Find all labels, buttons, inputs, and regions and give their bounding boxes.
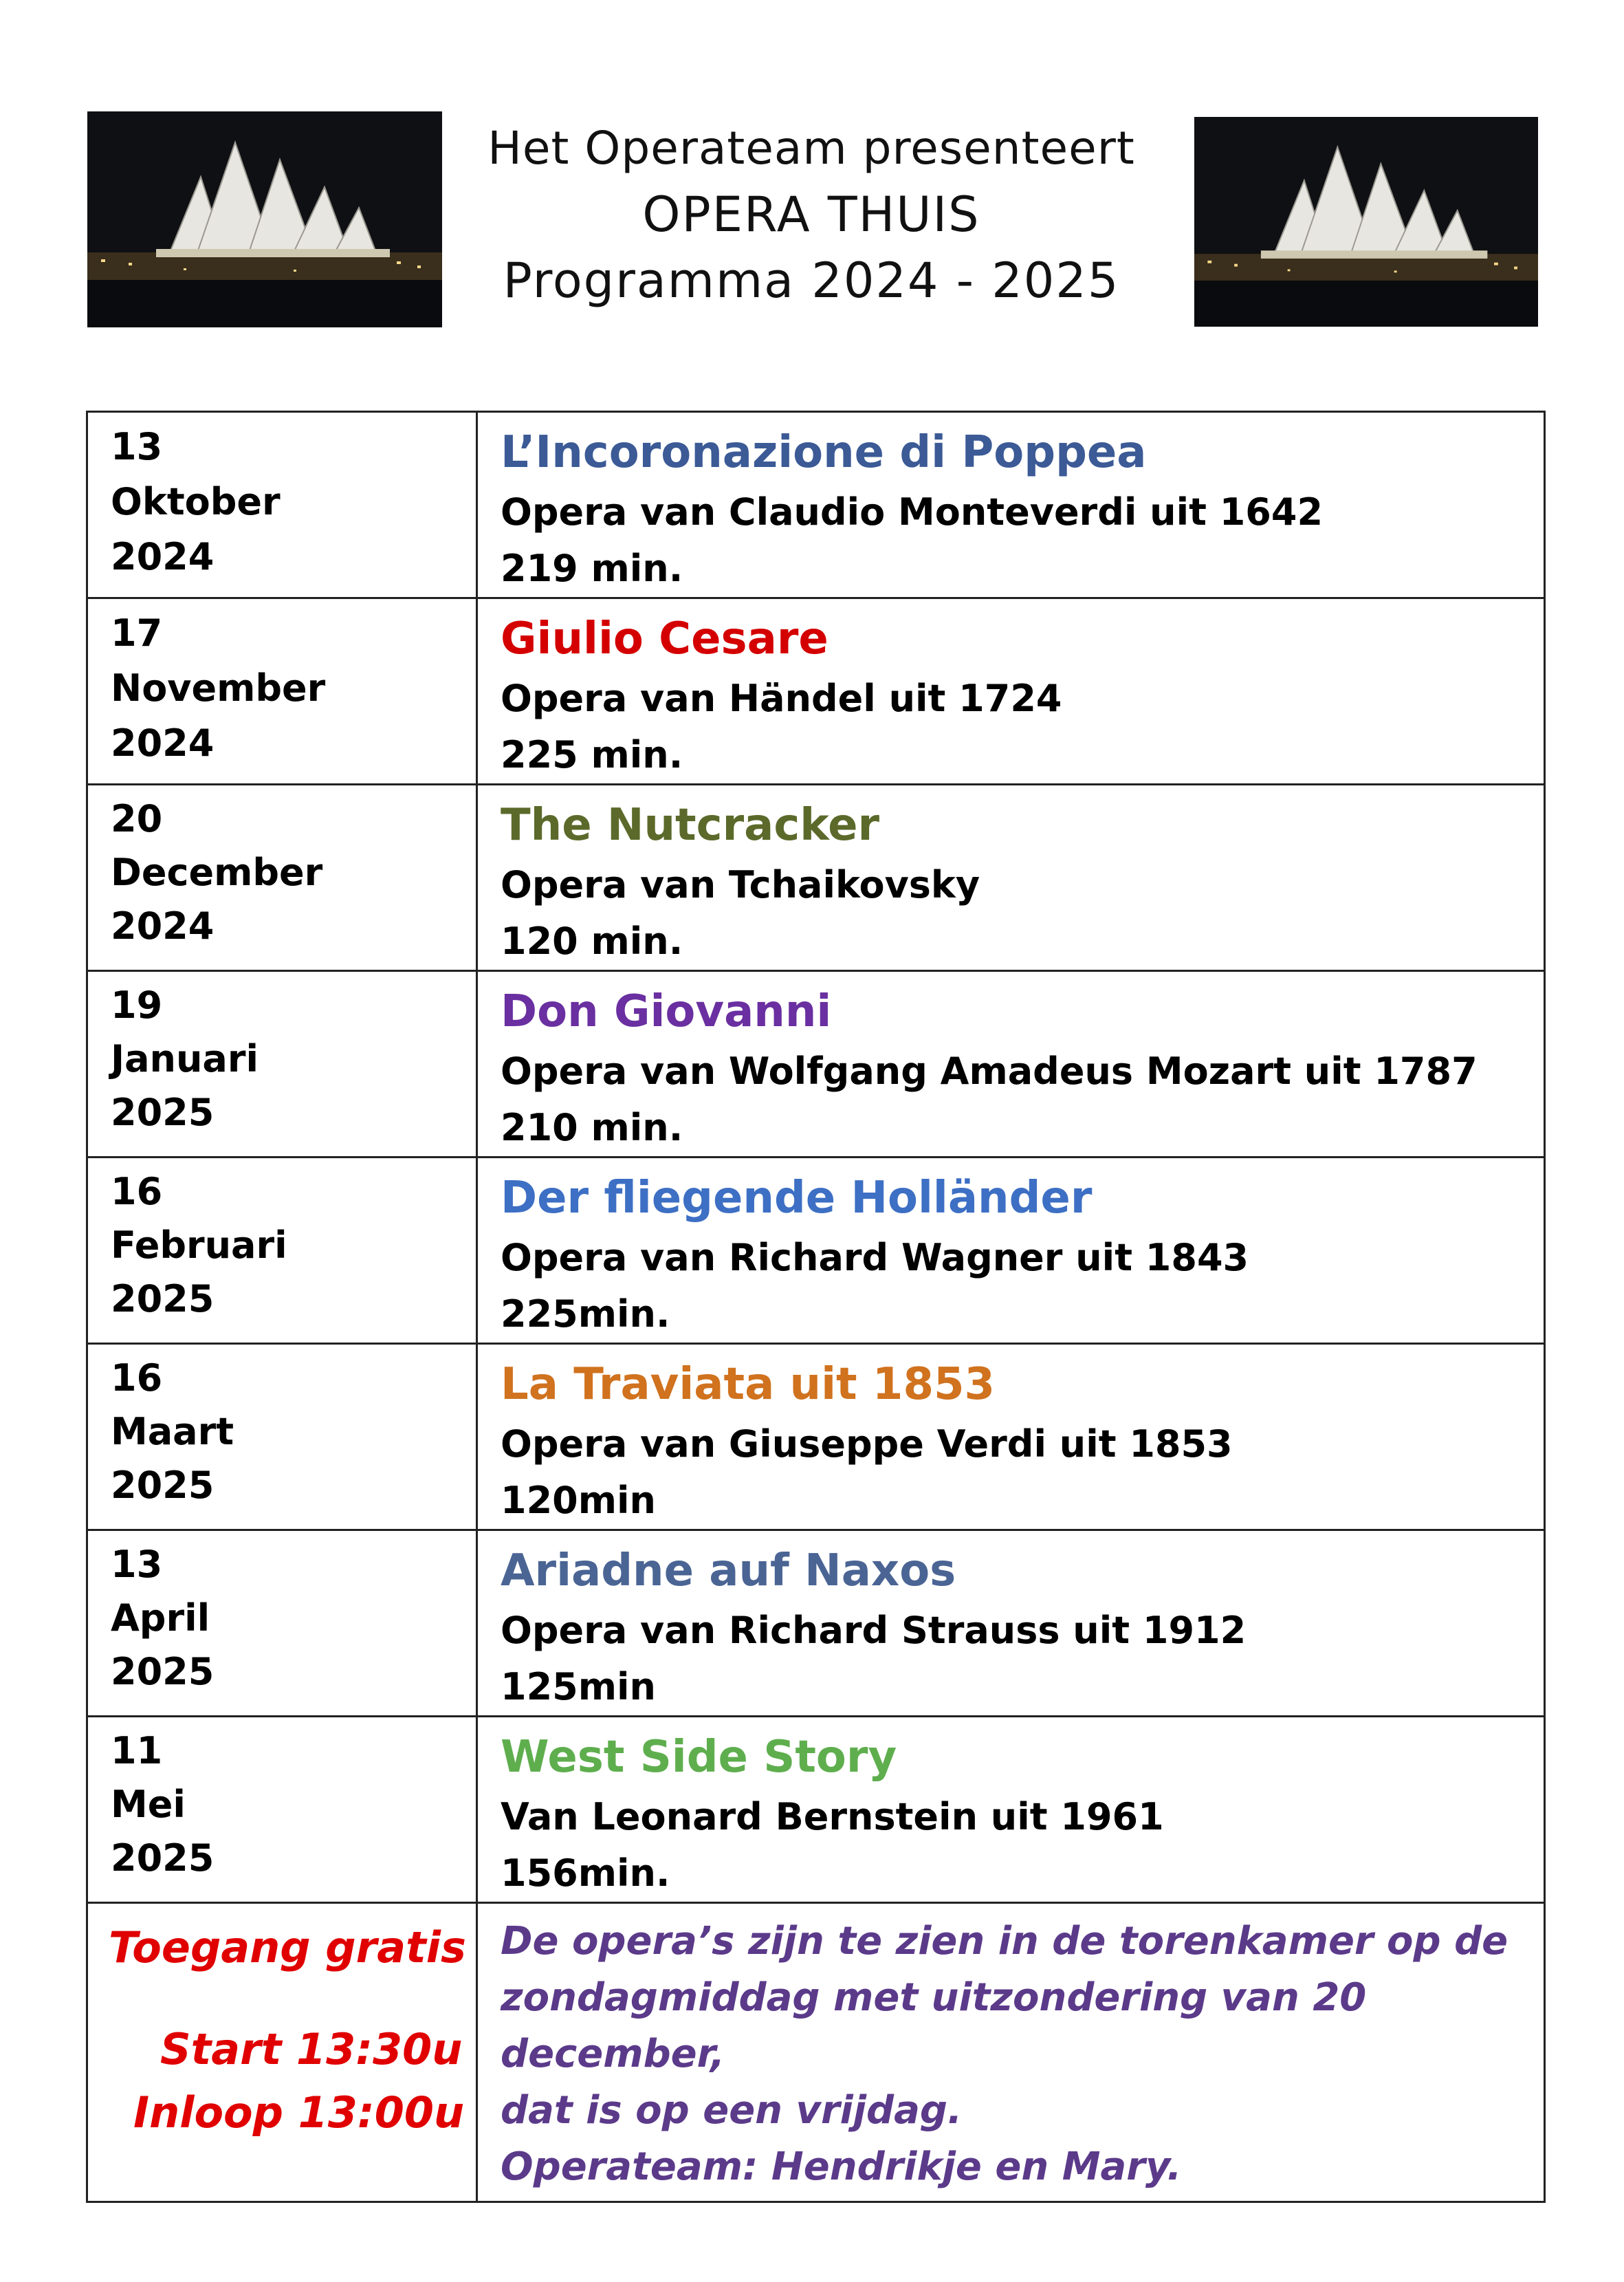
event-title: West Side Story xyxy=(501,1732,897,1783)
event-year: 2025 xyxy=(111,1464,215,1507)
event-row xyxy=(87,1717,1545,1903)
event-day: 19 xyxy=(111,984,163,1027)
event-title: The Nutcracker xyxy=(501,800,880,851)
event-title: Don Giovanni xyxy=(501,986,832,1037)
event-month: Mei xyxy=(111,1783,186,1826)
event-info-cell xyxy=(477,1344,1545,1530)
footer-row xyxy=(87,1903,1545,2202)
opera-house-image xyxy=(87,111,442,327)
event-info-cell xyxy=(477,1717,1545,1903)
opera-house-photo-left xyxy=(87,111,442,327)
free-entry-text: Toegang gratis xyxy=(109,1922,466,1973)
header-line-1: Het Operateam presenteert xyxy=(487,122,1135,175)
footer-note-line: De opera’s zijn te zien in de torenkamer op de xyxy=(501,1919,1508,1964)
event-title: Giulio Cesare xyxy=(501,613,829,664)
start-time-text: Start 13:30u xyxy=(160,2024,463,2074)
event-date-cell xyxy=(87,1158,477,1344)
event-year: 2024 xyxy=(111,721,215,765)
event-row xyxy=(87,1344,1545,1530)
event-day: 13 xyxy=(111,425,163,468)
event-title: L’Incoronazione di Poppea xyxy=(501,427,1147,478)
event-month: Januari xyxy=(111,1037,259,1080)
event-description: Van Leonard Bernstein uit 1961 xyxy=(501,1795,1164,1838)
opera-house-photo-right xyxy=(1194,117,1538,327)
event-row xyxy=(87,412,1545,598)
header-line-3: Programma 2024 - 2025 xyxy=(503,252,1120,309)
event-description: Opera van Claudio Monteverdi uit 1642 xyxy=(501,490,1324,534)
event-info-cell xyxy=(477,971,1545,1158)
event-day: 11 xyxy=(111,1729,163,1772)
event-month: Februari xyxy=(111,1224,287,1267)
event-day: 20 xyxy=(111,797,163,840)
event-date-cell xyxy=(87,971,477,1158)
event-month: Maart xyxy=(111,1410,234,1453)
event-row xyxy=(87,1158,1545,1344)
event-duration: 156min. xyxy=(501,1851,670,1895)
event-info-cell xyxy=(477,412,1545,598)
event-date-cell xyxy=(87,1344,477,1530)
event-day: 17 xyxy=(111,611,163,655)
event-month: Oktober xyxy=(111,480,281,523)
footer-team-line: Operateam: Hendrikje en Mary. xyxy=(501,2144,1182,2189)
event-info-cell xyxy=(477,1530,1545,1717)
program-table xyxy=(86,411,1546,2203)
footer-right-cell xyxy=(477,1903,1545,2202)
header-title xyxy=(454,116,1169,314)
footer-left-cell xyxy=(87,1903,477,2202)
event-year: 2025 xyxy=(111,1091,215,1134)
footer-note-line: dat is op een vrijdag. xyxy=(501,2088,963,2133)
event-description: Opera van Richard Strauss uit 1912 xyxy=(501,1609,1247,1652)
event-date-cell xyxy=(87,598,477,785)
event-year: 2025 xyxy=(111,1650,215,1693)
event-row xyxy=(87,785,1545,971)
event-month: December xyxy=(111,851,323,894)
event-title: Ariadne auf Naxos xyxy=(501,1545,956,1596)
event-description: Opera van Wolfgang Amadeus Mozart uit 1787 xyxy=(501,1050,1478,1093)
event-month: November xyxy=(111,666,326,710)
event-year: 2025 xyxy=(111,1836,215,1880)
event-description: Opera van Tchaikovsky xyxy=(501,863,980,906)
event-date-cell xyxy=(87,1530,477,1717)
event-duration: 210 min. xyxy=(501,1106,683,1149)
event-info-cell xyxy=(477,1158,1545,1344)
program-body xyxy=(87,412,1545,2202)
event-row xyxy=(87,971,1545,1158)
event-info-cell xyxy=(477,598,1545,785)
header-line-2: OPERA THUIS xyxy=(642,186,980,243)
event-row xyxy=(87,598,1545,785)
event-date-cell xyxy=(87,412,477,598)
event-description: Opera van Händel uit 1724 xyxy=(501,677,1062,720)
event-description: Opera van Giuseppe Verdi uit 1853 xyxy=(501,1422,1233,1466)
event-month: April xyxy=(111,1596,210,1640)
event-duration: 219 min. xyxy=(501,547,683,590)
walk-in-time-text: Inloop 13:00u xyxy=(133,2087,465,2138)
event-date-cell xyxy=(87,1717,477,1903)
event-title: Der fliegende Holländer xyxy=(501,1173,1093,1224)
event-duration: 120min xyxy=(501,1479,656,1522)
event-duration: 120 min. xyxy=(501,920,683,963)
event-info-cell xyxy=(477,785,1545,971)
event-duration: 225 min. xyxy=(501,733,683,776)
event-year: 2025 xyxy=(111,1277,215,1321)
event-duration: 225min. xyxy=(501,1292,670,1336)
event-duration: 125min xyxy=(501,1665,656,1708)
event-row xyxy=(87,1530,1545,1717)
event-title: La Traviata uit 1853 xyxy=(501,1359,996,1410)
event-day: 16 xyxy=(111,1170,163,1213)
event-description: Opera van Richard Wagner uit 1843 xyxy=(501,1236,1249,1279)
event-day: 13 xyxy=(111,1543,163,1586)
event-date-cell xyxy=(87,785,477,971)
event-year: 2024 xyxy=(111,535,215,578)
event-year: 2024 xyxy=(111,904,215,948)
footer-note-line: zondagmiddag met uitzondering van 20 december, xyxy=(501,1975,1367,2076)
event-day: 16 xyxy=(111,1356,163,1400)
opera-house-image xyxy=(1194,117,1538,327)
